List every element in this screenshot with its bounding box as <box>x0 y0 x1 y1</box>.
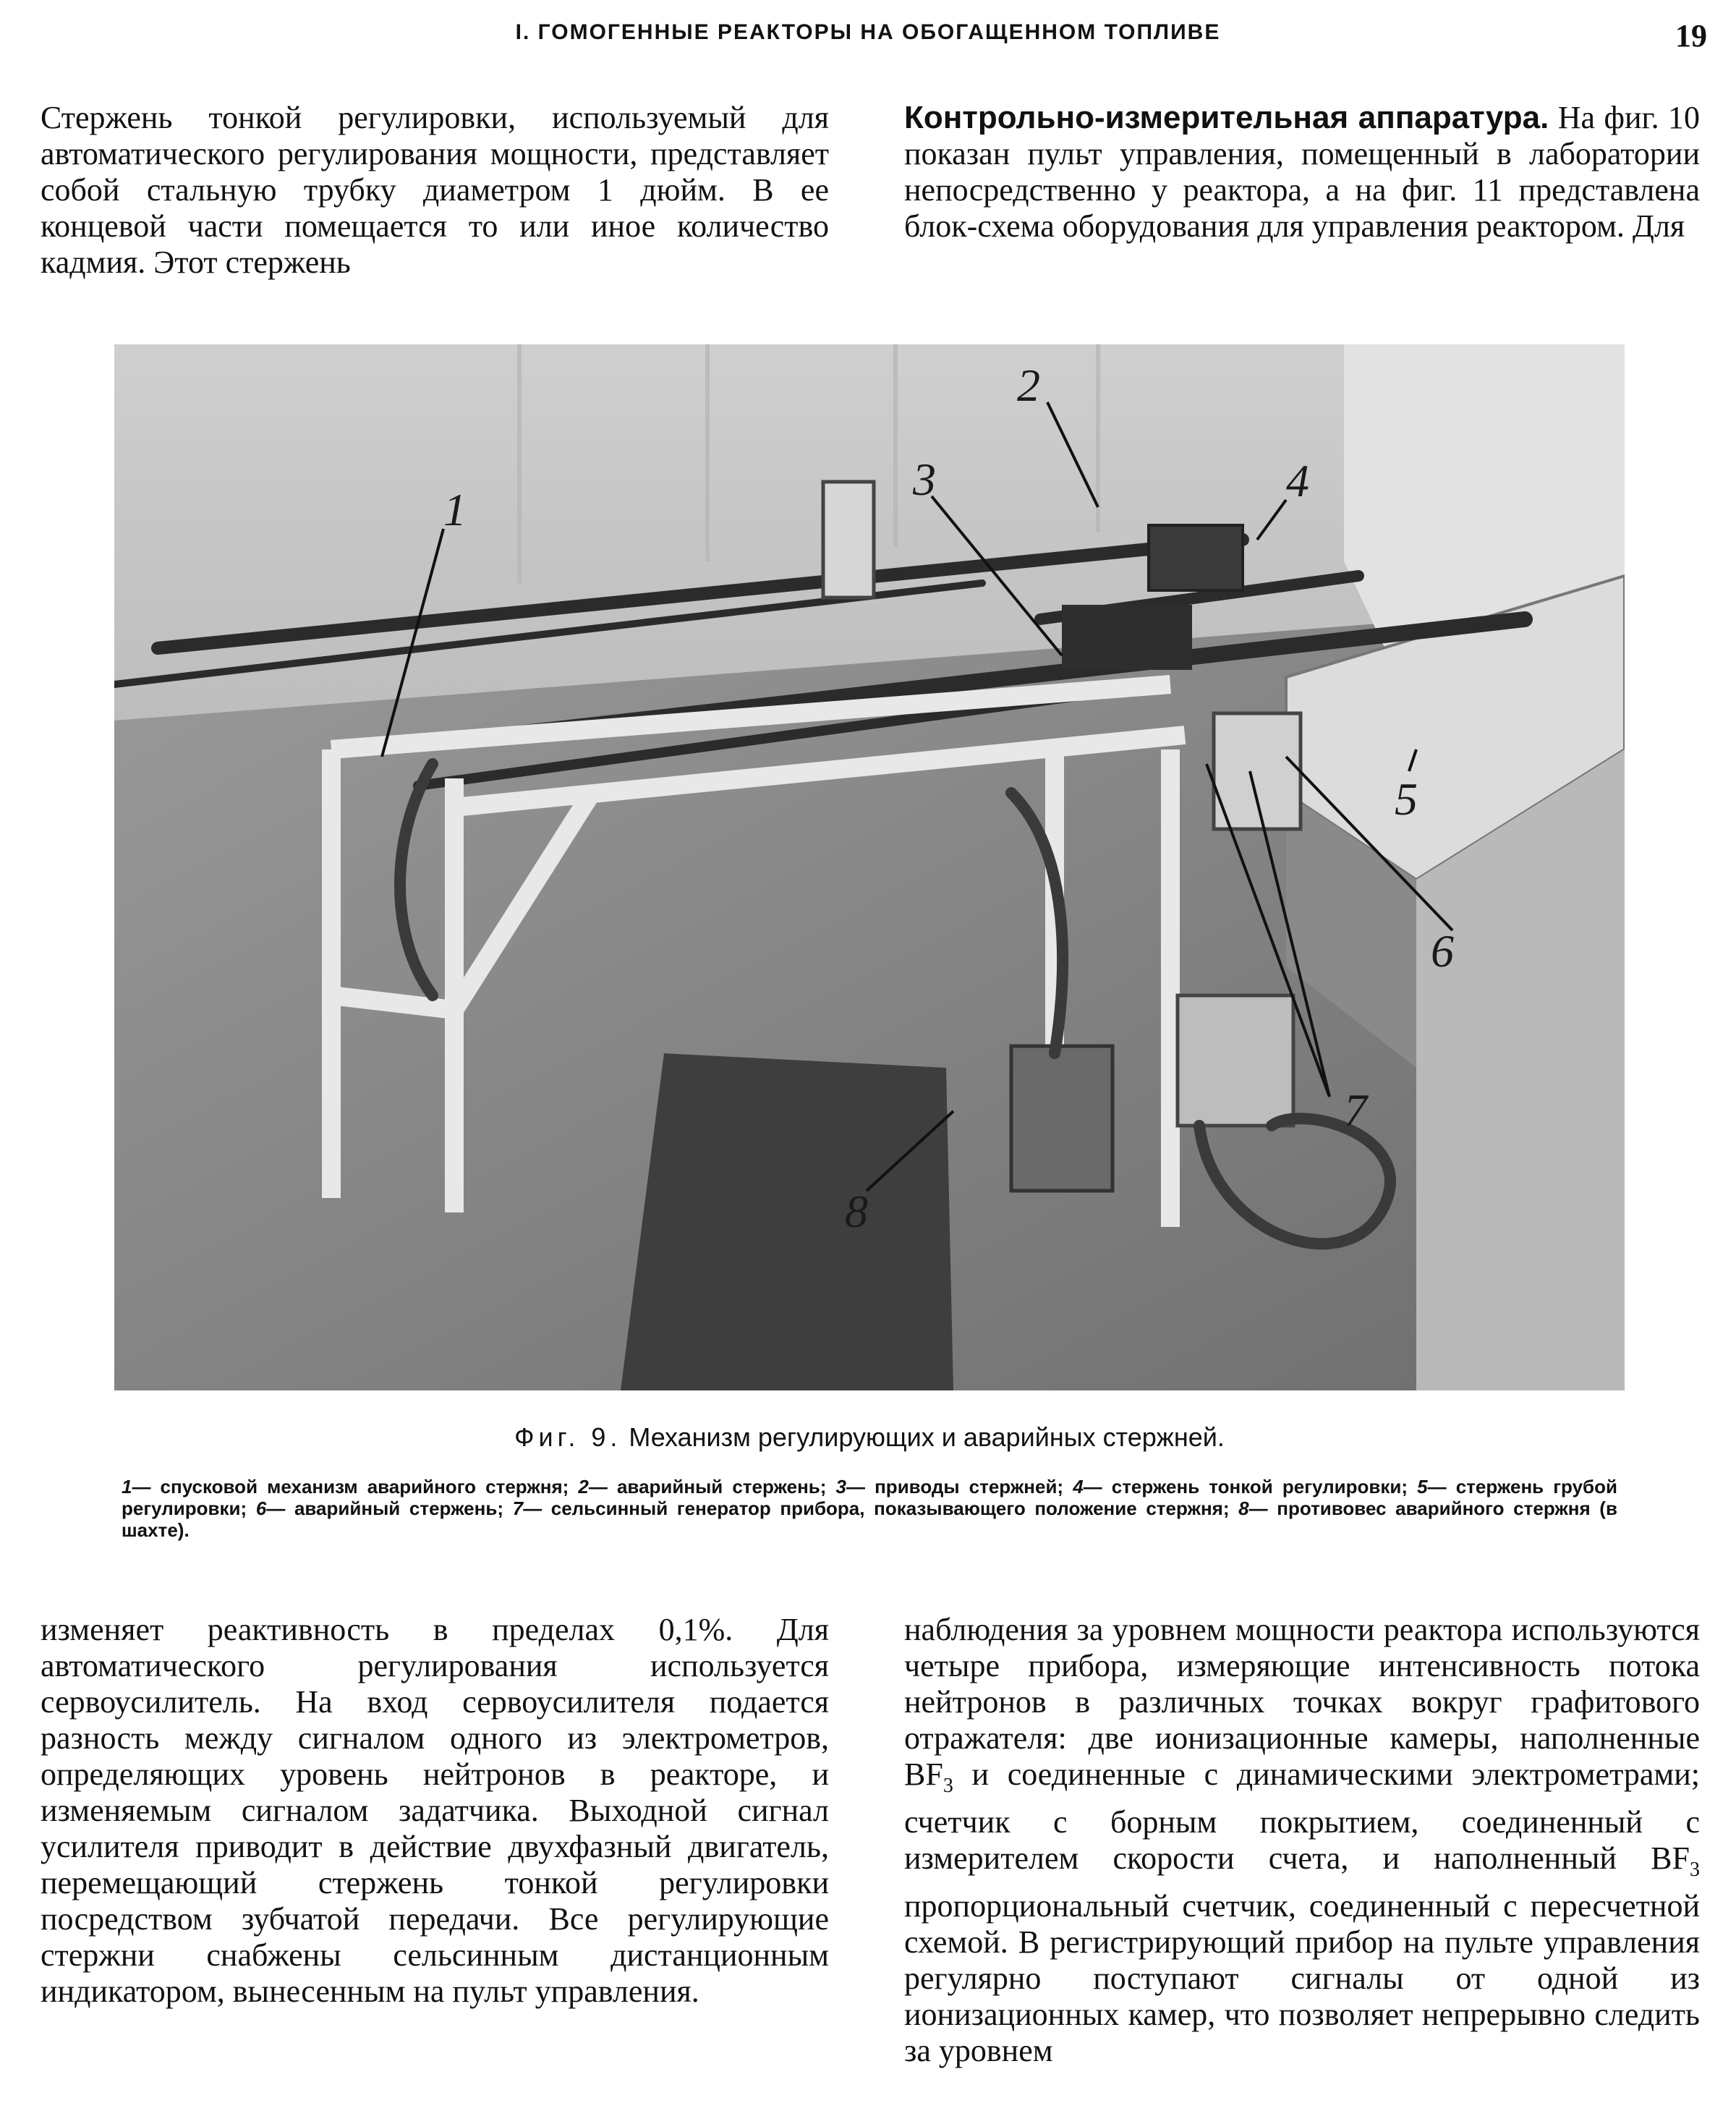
callout-6: 6 <box>1431 925 1454 977</box>
running-title: I. ГОМОГЕННЫЕ РЕАКТОРЫ НА ОБОГАЩЕННОМ ТОПЛИВЕ <box>515 20 1221 44</box>
callout-2: 2 <box>1017 360 1040 411</box>
figure-label: Фиг. 9. <box>514 1422 622 1452</box>
callout-7: 7 <box>1344 1084 1367 1136</box>
page-number: 19 <box>1675 18 1707 54</box>
subscript: 3 <box>1690 1858 1700 1881</box>
column-top-left <box>41 100 829 281</box>
paragraph-top-left: Стержень тонкой регулировки, используемый для автоматического регулирования мощности, представляет собой стальную трубку диаметром 1 дюйм. В ее концевой части помещается то или иное количество кадмия. Этот стержень <box>41 100 829 280</box>
legend-item: 4— стержень тонкой регулировки; <box>1073 1476 1408 1498</box>
legend-item: 2— аварийный стержень; <box>578 1476 827 1498</box>
column-bottom-left <box>41 1612 829 2010</box>
paragraph-top-right <box>904 100 1700 245</box>
figure-legend <box>122 1476 1617 1541</box>
running-header <box>0 20 1736 64</box>
callout-3: 3 <box>913 454 936 505</box>
paragraph-bottom-right: наблюдения за уровнем мощности реактора используются четыре прибора, измеряющие интенсивность потока нейтронов в различных точках вокруг графитового отражателя: две ионизационные камеры, наполненные $BF_3$ и соединенные с динамическими электрометрами; счетчик с борным покрытием, соединенный с измерителем скорости счета, и наполненный $BF_3$ пропорциональный счетчик, соединенный с пересчетной схемой. В регистрирующий прибор на пульте управления регулярно поступают сигналы от одной из ионизационных камер, что позволяет непрерывно следить за уровнем <box>904 1612 1700 2068</box>
paragraph-bottom-left: изменяет реактивность в пределах 0,1%. Для автоматического регулирования используется сервоусилитель. На вход сервоусилителя подается разность между сигналом одного из электрометров, определяющих уровень нейтронов в реакторе, и изменяемым сигналом задатчика. Выходной сигнал усилителя приводит в действие двухфазный двигатель, перемещающий стержень тонкой регулировки посредством зубчатой передачи. Все регулирующие стержни снабжены сельсинным дистанционным индикатором, вынесенным на пульт управления. <box>41 1612 829 2009</box>
legend-item: 1— спусковой механизм аварийного стержня; <box>122 1476 569 1498</box>
legend-list <box>122 1476 1617 1541</box>
figure-photo <box>114 344 1625 1390</box>
legend-item: 3— приводы стержней; <box>835 1476 1064 1498</box>
legend-item: 8— противовес аварийного стержня (в шахте). <box>122 1498 1617 1541</box>
column-bottom-right <box>904 1612 1700 2069</box>
column-top-right <box>904 100 1700 245</box>
legend-item: 6— аварийный стержень; <box>255 1498 503 1519</box>
figure-title-text: Механизм регулирующих и аварийных стержней. <box>629 1422 1225 1452</box>
section-heading: Контрольно-измерительная аппаратура. <box>904 100 1549 135</box>
callout-8: 8 <box>845 1186 868 1237</box>
legend-item: 7— сельсинный генератор прибора, показывающего положение стержня; <box>512 1498 1230 1519</box>
callout-1: 1 <box>443 484 467 535</box>
paragraph-top-right-text: На фиг. 10 показан пульт управления, помещенный в лаборатории непосредственно у реактора, а на фиг. 11 представлена блок-схема оборудования для управления реактором. Для <box>904 100 1701 244</box>
callout-5: 5 <box>1395 773 1418 825</box>
figure-caption <box>114 1422 1625 1453</box>
callout-4: 4 <box>1286 455 1309 506</box>
subscript: 3 <box>943 1774 953 1797</box>
legend-item: 5— стержень грубой регулировки; <box>122 1476 1617 1519</box>
